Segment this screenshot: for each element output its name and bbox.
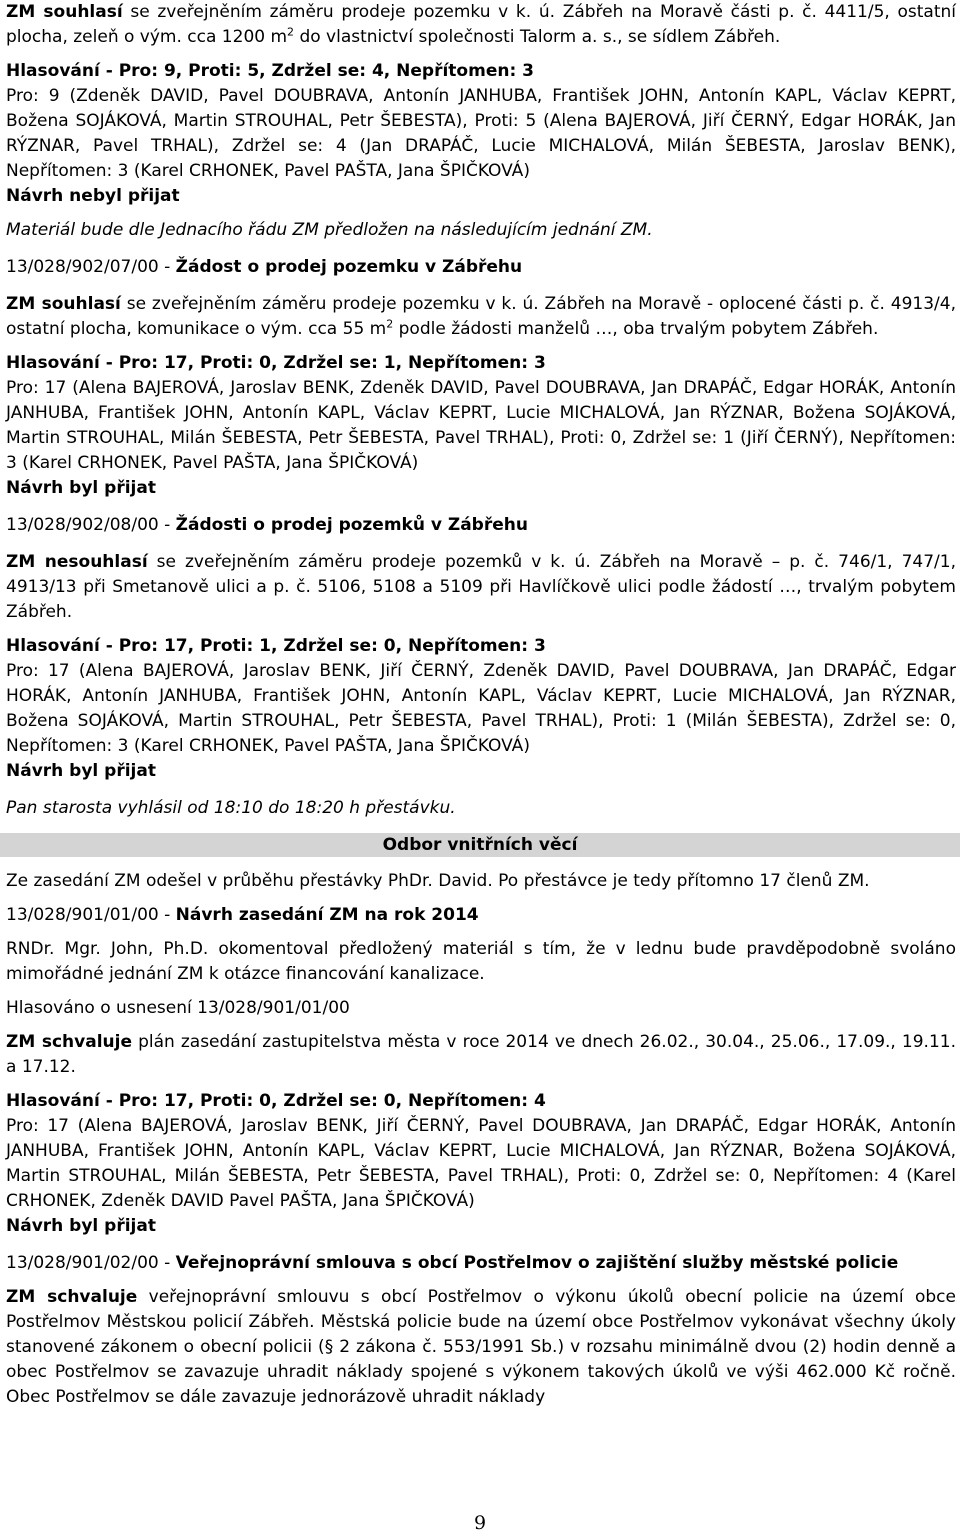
vote-detail: Pro: 17 (Alena BAJEROVÁ, Jaroslav BENK, Jiří ČERNÝ, Pavel DOUBRAVA, Jan DRAPÁČ, Edgar HORÁK, Antonín JANHUBA, František JOHN, Antonín KAPL, Václav KEPRT, Lucie MICHALOVÁ, Jan RÝZNAR, Božena SOJÁKOVÁ, Martin STROUHAL, Milán ŠEBESTA, Petr ŠEBESTA, Pavel TRHAL), Proti: 0, Zdržel se: 0, Nepřítomen: 4 (Karel CRHONEK, Zdeněk DAVID Pavel PAŠTA, Jana ŠPIČKOVÁ): [6, 1116, 956, 1211]
resolution-paragraph: [6, 550, 956, 625]
agenda-code: 13/028/901/01/00 -: [6, 905, 176, 925]
agenda-item-heading: [6, 255, 956, 280]
agenda-title: Veřejnoprávní smlouva s obcí Postřelmov o zajištění služby městské policie: [175, 1253, 899, 1273]
vote-summary: Hlasování - Pro: 17, Proti: 1, Zdržel se: 0, Nepřítomen: 3: [6, 636, 546, 656]
resolution-text: plán zasedání zastupitelstva města v roce 2014 ve dnech 26.02., 30.04., 25.06., 17.09., 19.11. a 17.12.: [6, 1032, 956, 1077]
vote-summary: Hlasování - Pro: 17, Proti: 0, Zdržel se: 1, Nepřítomen: 3: [6, 353, 546, 373]
agenda-code: 13/028/901/02/00 -: [6, 1253, 176, 1273]
resolution-paragraph: [6, 0, 956, 50]
voted-on-line: Hlasováno o usnesení 13/028/901/01/00: [6, 998, 350, 1018]
agenda-title: Žádosti o prodej pozemků v Zábřehu: [175, 515, 528, 535]
vote-detail: Pro: 17 (Alena BAJEROVÁ, Jaroslav BENK, Zdeněk DAVID, Pavel DOUBRAVA, Jan DRAPÁČ, Edgar HORÁK, Antonín JANHUBA, František JOHN, Antonín KAPL, Václav KEPRT, Lucie MICHALOVÁ, Jan RÝZNAR, Božena SOJÁKOVÁ, Martin STROUHAL, Milán ŠEBESTA, Petr ŠEBESTA, Pavel TRHAL), Proti: 0, Zdržel se: 1 (Jiří ČERNÝ), Nepřítomen: 3 (Karel CRHONEK, Pavel PAŠTA, Jana ŠPIČKOVÁ): [6, 378, 956, 473]
agenda-item-heading: [6, 903, 956, 928]
section-heading: Odbor vnitřních věcí: [0, 833, 960, 857]
resolution-paragraph: [6, 292, 956, 342]
agenda-code: 13/028/902/08/00 -: [6, 515, 176, 535]
document-page: [6, 0, 956, 1410]
resolution-verb: ZM nesouhlasí: [6, 552, 148, 572]
agenda-title: Návrh zasedání ZM na rok 2014: [175, 905, 479, 925]
resolution-verb: ZM souhlasí: [6, 2, 123, 22]
comment-paragraph: RNDr. Mgr. John, Ph.D. okomentoval předložený materiál s tím, že v lednu bude pravděpodobně svoláno mimořádné jednání ZM k otázce financování kanalizace.: [6, 939, 956, 984]
agenda-code: 13/028/902/07/00 -: [6, 257, 176, 277]
resolution-verb: ZM schvaluje: [6, 1032, 132, 1052]
page-number: 9: [473, 1512, 487, 1534]
vote-summary: Hlasování - Pro: 9, Proti: 5, Zdržel se: 4, Nepřítomen: 3: [6, 61, 534, 81]
vote-detail: Pro: 17 (Alena BAJEROVÁ, Jaroslav BENK, Jiří ČERNÝ, Zdeněk DAVID, Pavel DOUBRAVA, Jan DRAPÁČ, Edgar HORÁK, Antonín JANHUBA, František JOHN, Antonín KAPL, Václav KEPRT, Lucie MICHALOVÁ, Jan RÝZNAR, Božena SOJÁKOVÁ, Martin STROUHAL, Petr ŠEBESTA, Pavel TRHAL), Proti: 1 (Milán ŠEBESTA), Zdržel se: 0, Nepřítomen: 3 (Karel CRHONEK, Pavel PAŠTA, Jana ŠPIČKOVÁ): [6, 661, 956, 756]
agenda-title: Žádost o prodej pozemku v Zábřehu: [175, 257, 523, 277]
vote-detail: Pro: 9 (Zdeněk DAVID, Pavel DOUBRAVA, Antonín JANHUBA, František JOHN, Antonín KAPL, Václav KEPRT, Božena SOJÁKOVÁ, Martin STROUHAL, Petr ŠEBESTA), Proti: 5 (Alena BAJEROVÁ, Jiří ČERNÝ, Edgar HORÁK, Jan RÝZNAR, Pavel TRHAL), Zdržel se: 4 (Jan DRAPÁČ, Lucie MICHALOVÁ, Milán ŠEBESTA, Jaroslav BENK), Nepřítomen: 3 (Karel CRHONEK, Pavel PAŠTA, Jana ŠPIČKOVÁ): [6, 86, 956, 181]
resolution-text-tail: podle žádosti manželů …, oba trvalým pobytem Zábřeh.: [393, 319, 879, 339]
resolution-paragraph: [6, 1285, 956, 1410]
vote-result: Návrh byl přijat: [6, 478, 156, 498]
vote-result: Návrh byl přijat: [6, 1216, 156, 1236]
note: Pan starosta vyhlásil od 18:10 do 18:20 h přestávku.: [6, 798, 456, 818]
note: Materiál bude dle Jednacího řádu ZM předložen na následujícím jednání ZM.: [6, 220, 653, 240]
resolution-verb: ZM souhlasí: [6, 294, 121, 314]
agenda-item-heading: [6, 513, 956, 538]
superscript: 2: [287, 25, 295, 39]
resolution-text: veřejnoprávní smlouvu s obcí Postřelmov o výkonu úkolů obecní policie na území obce Postřelmov Městskou policií Zábřeh. Městská policie bude na území obce Postřelmov vykonávat všechny úkoly stanovené zákonem o obecní policii (§ 2 zákona č. 553/1991 Sb.) v rozsahu minimálně dvou (2) hodin denně a obec Postřelmov se zavazuje uhradit náklady spojené s výkonem takových úkolů ve výši 462.000 Kč ročně. Obec Postřelmov se dále zavazuje jednorázově uhradit náklady: [6, 1287, 956, 1407]
agenda-item-heading: [6, 1251, 956, 1276]
resolution-text-tail: do vlastnictví společnosti Talorm a. s., se sídlem Zábřeh.: [294, 27, 781, 47]
vote-result: Návrh byl přijat: [6, 761, 156, 781]
resolution-verb: ZM schvaluje: [6, 1287, 138, 1307]
resolution-text: se zveřejněním záměru prodeje pozemků v k. ú. Zábřeh na Moravě – p. č. 746/1, 747/1, 4913/13 při Smetanově ulici a p. č. 5106, 5108 a 5109 při Havlíčkově ulici podle žádostí …, trvalým pobytem Zábřeh.: [6, 552, 956, 622]
resolution-paragraph: [6, 1030, 956, 1080]
resolution-text: se zveřejněním záměru prodeje pozemku v k. ú. Zábřeh na Moravě - oplocené části p. č. 4913/4, ostatní plocha, komunikace o vým. cca 55 m: [6, 294, 956, 339]
vote-result: Návrh nebyl přijat: [6, 186, 180, 206]
intro-paragraph: Ze zasedání ZM odešel v průběhu přestávky PhDr. David. Po přestávce je tedy přítomno 17 členů ZM.: [6, 871, 870, 891]
superscript: 2: [386, 317, 394, 331]
resolution-text: se zveřejněním záměru prodeje pozemku v k. ú. Zábřeh na Moravě části p. č. 4411/5, ostatní plocha, zeleň o vým. cca 1200 m: [6, 2, 956, 47]
vote-summary: Hlasování - Pro: 17, Proti: 0, Zdržel se: 0, Nepřítomen: 4: [6, 1091, 546, 1111]
